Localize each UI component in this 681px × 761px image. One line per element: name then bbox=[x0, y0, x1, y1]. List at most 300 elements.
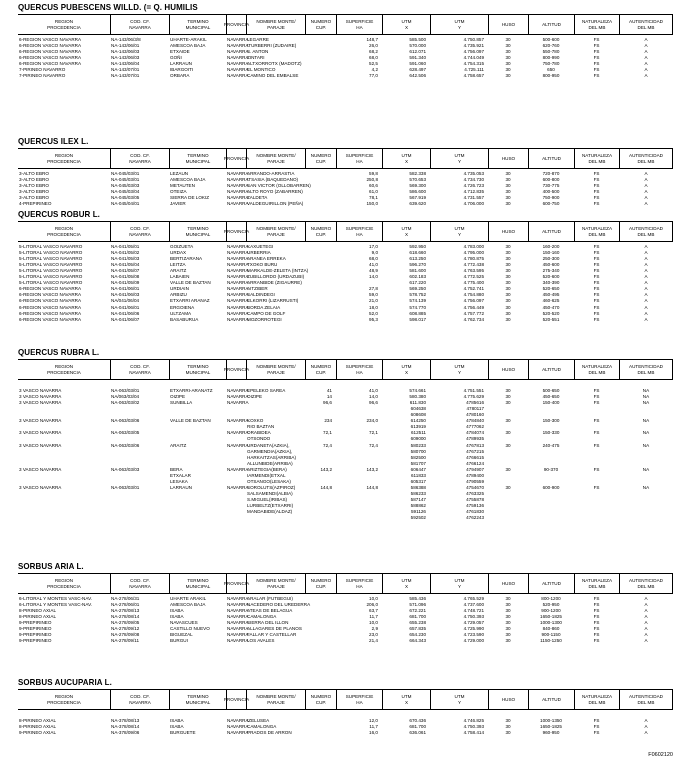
column-header: COD. CF. NAVARRA bbox=[110, 360, 169, 379]
table-cell: UHARTE ARAKIL bbox=[170, 596, 207, 601]
table-cell: LARRAUN bbox=[170, 484, 192, 490]
table-cell: BURGUETE bbox=[170, 730, 196, 736]
table-cell: A bbox=[644, 316, 648, 322]
column-header: REGION PROCEDENCIA bbox=[47, 578, 81, 589]
column-header: NATURALEZA DEL MB bbox=[574, 360, 619, 379]
table-cell: FS bbox=[593, 638, 600, 644]
table-cell: 150-300 bbox=[542, 418, 560, 424]
table-cell: 608608 bbox=[410, 412, 426, 418]
table-cell: 30 bbox=[505, 171, 511, 176]
table-cell: 400-500 bbox=[542, 189, 560, 195]
table-cell: 4.750.393 bbox=[463, 614, 484, 620]
table-cell: NACEDERO DEL UREDERRA bbox=[247, 602, 311, 608]
table-cell: A bbox=[644, 280, 648, 286]
table-cell: 636.061 bbox=[409, 730, 426, 736]
table-cell: NA-378/08/13 bbox=[111, 718, 140, 724]
table-cell: NA-143/06/03 bbox=[111, 55, 140, 61]
table-cell: FS bbox=[593, 724, 600, 730]
table-cell: LESAKA bbox=[170, 478, 188, 484]
table-cell: A bbox=[644, 310, 648, 316]
table-cell: NAVARRA bbox=[227, 596, 249, 601]
table-cell: FS bbox=[593, 298, 600, 304]
table-cell: LEZAUN bbox=[170, 171, 189, 176]
table-cell: NA bbox=[642, 430, 650, 436]
table-row bbox=[18, 317, 673, 323]
table-cell: 500-650 bbox=[542, 388, 560, 394]
table-cell: LURBELTZ(ETXARRI) bbox=[247, 503, 294, 508]
table-cell: NA-045/03/03 bbox=[111, 183, 140, 189]
table-cell: 6-REGION VASCO NAVARRA bbox=[19, 37, 82, 42]
table-cell: NAVARRA bbox=[227, 608, 249, 614]
table-cell: BASABURUA bbox=[170, 316, 199, 322]
table-cell: URBERRIA bbox=[247, 250, 271, 256]
table-cell: ARANEA ERREKA bbox=[247, 256, 286, 262]
table-cell: 614250 bbox=[410, 418, 426, 424]
table-cell: 4.795.000 bbox=[463, 250, 484, 256]
column-header: AUTENTICIDAD DEL MB bbox=[619, 574, 673, 593]
table-cell: SIERRA DEL ILLON bbox=[247, 620, 289, 626]
table-cell: NA bbox=[642, 418, 650, 424]
table-cell: KAXUETEGI bbox=[247, 244, 274, 249]
table-cell: 41,0 bbox=[369, 262, 378, 268]
table-cell: A bbox=[644, 632, 648, 638]
table-cell: 68,0 bbox=[369, 256, 378, 262]
table-cell: 586.600 bbox=[409, 189, 426, 195]
table-cell: 654.230 bbox=[409, 632, 426, 638]
column-header: UTM X bbox=[382, 574, 430, 593]
table-cell: FS bbox=[593, 730, 600, 736]
table-cell: ETXARRI-ARANATZ bbox=[170, 388, 213, 394]
table-cell: NAVARRA bbox=[227, 316, 249, 322]
table-cell: NA-045/03/01 bbox=[111, 171, 140, 176]
table-header bbox=[18, 148, 673, 169]
table-cell: FS bbox=[593, 67, 600, 73]
table-cell: 1000-1300 bbox=[540, 620, 562, 626]
table-cell: 613919 bbox=[410, 424, 426, 430]
table-cell: NA-278/08/14 bbox=[111, 614, 140, 620]
table-cell: FS bbox=[593, 37, 600, 42]
table-cell: 16,0 bbox=[369, 730, 378, 736]
table-cell: FS bbox=[593, 244, 600, 249]
column-header: NATURALEZA DEL MB bbox=[574, 149, 619, 168]
table-cell: 750-900 bbox=[542, 195, 560, 201]
column-header: UTM Y bbox=[430, 360, 488, 379]
table-cell: 26,0 bbox=[369, 43, 378, 49]
table-cell: 6-REGION VASCO NAVARRA bbox=[19, 286, 82, 292]
table-cell: 460-625 bbox=[542, 298, 560, 304]
table-cell: FS bbox=[593, 718, 600, 724]
table-cell: ARAITZ bbox=[170, 268, 187, 274]
column-header: UTM Y bbox=[430, 574, 488, 593]
table-cell: NA-378/08/14 bbox=[111, 724, 140, 730]
table-cell: FS bbox=[593, 43, 600, 49]
table-cell: 143,2 bbox=[366, 466, 378, 472]
table-header bbox=[18, 689, 673, 710]
column-header: PROVINCIA bbox=[226, 149, 246, 168]
table-cell: KOXKO bbox=[247, 418, 264, 424]
table-cell: 578.752 bbox=[409, 292, 426, 298]
table-cell: NA-041/06/06 bbox=[111, 310, 140, 316]
table-cell: 61,0 bbox=[369, 189, 378, 195]
table-cell: 4.735.921 bbox=[463, 43, 484, 49]
table-cell: 18,0 bbox=[369, 304, 378, 310]
table-cell: HARKAITZAS(ARRIBA) bbox=[247, 454, 297, 460]
table-cell: A bbox=[644, 244, 648, 249]
table-cell: 6-REGION VASCO NAVARRA bbox=[19, 43, 82, 49]
table-cell: ZALDETA bbox=[247, 195, 268, 201]
table-cell: 602.183 bbox=[409, 274, 426, 280]
table-cell: NAVARRA bbox=[227, 304, 249, 310]
table-cell: 6-REGION VASCO NAVARRA bbox=[19, 55, 82, 61]
table-cell: 571.096 bbox=[409, 602, 426, 608]
table-cell: 30 bbox=[505, 724, 511, 730]
column-header: NOMBRE MONTE/ PARAJE bbox=[246, 360, 305, 379]
column-header: REGION PROCEDENCIA bbox=[47, 364, 81, 375]
table-cell: ALLUNBIDE(ARRIBA) bbox=[247, 460, 293, 466]
column-header: PROVINCIA bbox=[226, 15, 246, 34]
table-cell: ZUBILLORDO (URDAZUBI) bbox=[247, 274, 305, 280]
table-cell: FS bbox=[593, 189, 600, 195]
table-cell: NAVARRA bbox=[227, 61, 249, 67]
table-cell: 655.238 bbox=[409, 620, 426, 626]
table-cell: 4762243 bbox=[466, 515, 484, 521]
table-cell: A bbox=[644, 286, 648, 292]
table-cell: 4.746.825 bbox=[463, 718, 484, 724]
table-cell: 9-PREPIRINEO bbox=[19, 632, 52, 638]
table-cell: 4.750.857 bbox=[463, 37, 484, 42]
table-cell: 4.735.053 bbox=[463, 171, 484, 176]
table-cell: 30 bbox=[505, 638, 511, 644]
table-cell: SALSAMENDI(ALBIA) bbox=[247, 490, 293, 496]
table-cell: FS bbox=[593, 171, 600, 176]
table-cell: FS bbox=[593, 280, 600, 286]
table-cell: A bbox=[644, 304, 648, 310]
table-cell: 30 bbox=[505, 67, 511, 73]
table-cell: 642.506 bbox=[409, 73, 426, 79]
table-cell: 30 bbox=[505, 189, 511, 195]
column-header: SUPERFICIE HA bbox=[336, 690, 382, 709]
table-row bbox=[18, 730, 673, 736]
table-cell: NAVARRA bbox=[227, 730, 249, 736]
table-cell: 52,5 bbox=[369, 61, 378, 67]
table-cell: 4.775.400 bbox=[463, 280, 484, 286]
column-header: COD. CF. NAVARRA bbox=[110, 15, 169, 34]
table-cell: A bbox=[644, 73, 648, 79]
table-cell: 30 bbox=[505, 183, 511, 189]
table-cell: A bbox=[644, 262, 648, 268]
table-cell: 30 bbox=[505, 244, 511, 249]
table-cell: FS bbox=[593, 292, 600, 298]
table-cell: 10,0 bbox=[369, 596, 378, 601]
table-cell: NA-143/06/04 bbox=[111, 61, 140, 67]
table-cell: AMESCOA BAJA bbox=[170, 602, 206, 608]
table-cell: 144,8 bbox=[366, 484, 378, 490]
table-cell: 4767215 bbox=[466, 448, 484, 454]
column-header: SUPERFICIE HA bbox=[336, 15, 382, 34]
column-header: NUMERO CUP. bbox=[305, 574, 336, 593]
table-cell: ARBIZU bbox=[170, 292, 187, 298]
table-cell: 30 bbox=[505, 430, 511, 436]
table-cell: 10,0 bbox=[369, 620, 378, 626]
column-header: TERMINO MUNICIPAL bbox=[169, 149, 226, 168]
table-cell: 4.729.000 bbox=[463, 638, 484, 644]
table-cell: 4.775.629 bbox=[463, 394, 484, 400]
table-cell: 68,0 bbox=[369, 55, 378, 61]
table-cell: 234 bbox=[324, 418, 332, 424]
table-cell: 4780117 bbox=[466, 406, 484, 412]
table-cell: NA-041/05/01 bbox=[111, 244, 140, 249]
column-header: SUPERFICIE HA bbox=[336, 149, 382, 168]
table-cell: A bbox=[644, 201, 648, 207]
section-title: SORBUS AUCUPARIA L. bbox=[18, 677, 112, 687]
section-title: QUERCUS RUBRA L. bbox=[18, 347, 100, 357]
table-cell: 520-650 bbox=[542, 286, 560, 292]
column-header: NUMERO CUP. bbox=[305, 222, 336, 241]
table-cell: ISABA bbox=[170, 724, 184, 730]
table-cell: 144,8 bbox=[320, 484, 332, 490]
table-cell: NA-041/05/02 bbox=[111, 250, 140, 256]
table-cell: 5-LITORAL VASCO NAVARRO bbox=[19, 268, 83, 274]
table-cell: MANDABIDE(ALDAZ) bbox=[247, 509, 293, 515]
table-cell: 96,6 bbox=[369, 400, 378, 406]
table-cell: CAMINO DEL EMBALSE bbox=[247, 73, 299, 79]
table-cell: 591126 bbox=[411, 509, 426, 515]
table-cell: 30 bbox=[505, 608, 511, 614]
table-cell: 206,0 bbox=[366, 602, 378, 608]
table-cell: UHARTE-ARAKIL bbox=[170, 37, 207, 42]
table-cell: NA-041/05/03 bbox=[111, 256, 140, 262]
table-cell: 520-520 bbox=[542, 310, 560, 316]
table-cell: 4.758.414 bbox=[463, 730, 484, 736]
table-cell: 960-950 bbox=[542, 730, 560, 736]
table-cell: 3 VASCO NAVARRA bbox=[19, 394, 62, 400]
table-cell: OTSONDO bbox=[247, 436, 271, 442]
table-cell: NA-378/09/06 bbox=[111, 730, 140, 736]
table-cell: 4754670 bbox=[466, 484, 484, 490]
table-cell: 3 VASCO NAVARRA bbox=[19, 484, 62, 490]
table-cell: 585.500 bbox=[409, 37, 426, 42]
column-header: COD. CF. NAVARRA bbox=[110, 222, 169, 241]
table-cell: URDAX bbox=[170, 250, 187, 256]
table-cell: S. ANTON bbox=[247, 49, 269, 55]
table-cell: 600-750 bbox=[542, 201, 560, 207]
table-cell: 3-ALTO EBRO bbox=[19, 171, 49, 176]
table-cell: 14,0 bbox=[369, 274, 378, 280]
table-cell: 4.737.600 bbox=[463, 602, 484, 608]
table-cell: 6-REGION VASCO NAVARRA bbox=[19, 310, 82, 316]
table-cell: 9-PIRINEO AXIAL bbox=[19, 730, 57, 736]
table-cell: ARRANDO-ARRASTIA bbox=[247, 171, 295, 176]
table-cell: AITZIBER bbox=[247, 286, 268, 292]
table-cell: 4767813 bbox=[466, 442, 484, 448]
table-cell: NA-041/05/08 bbox=[111, 274, 140, 280]
table-cell: NA-278/09/11 bbox=[111, 638, 140, 644]
table-cell: 750-780 bbox=[542, 61, 560, 67]
table-cell: NA-278/09/12 bbox=[111, 626, 140, 632]
table-cell: 4759136 bbox=[466, 503, 484, 508]
table-cell: A bbox=[644, 724, 648, 730]
table-cell: 30 bbox=[505, 388, 511, 394]
table-cell: 4761830 bbox=[466, 509, 484, 515]
table-cell: FS bbox=[593, 442, 600, 448]
table-cell: CAMALONGA bbox=[247, 724, 277, 730]
table-cell: 8-PIRINEO AXIAL bbox=[19, 724, 57, 730]
table-cell: 600-900 bbox=[542, 484, 560, 490]
table-cell: 4.757.772 bbox=[463, 310, 484, 316]
column-header: COD. CF. NAVARRA bbox=[110, 149, 169, 168]
table-cell: 30 bbox=[505, 626, 511, 632]
table-cell: 30 bbox=[505, 304, 511, 310]
table-cell: 582.338 bbox=[409, 171, 426, 176]
table-cell: SALDINDEGI bbox=[247, 292, 275, 298]
column-header: REGION PROCEDENCIA bbox=[47, 226, 81, 237]
table-cell: 30 bbox=[505, 298, 511, 304]
column-header: NATURALEZA DEL MB bbox=[574, 222, 619, 241]
table-cell: 1150-1250 bbox=[540, 638, 562, 644]
table-cell: EPELEKO SAREA bbox=[247, 388, 286, 394]
table-cell: NAVASCUES bbox=[170, 620, 198, 626]
table-cell: 672.221 bbox=[409, 608, 426, 614]
table-cell: 3-ALTO EBRO bbox=[19, 183, 49, 189]
table-cell: METAUTEN bbox=[170, 183, 195, 189]
table-cell: NA-045/04/01 bbox=[111, 201, 140, 207]
table-cell: 2,9 bbox=[371, 626, 378, 632]
table-cell: RIO BAZTAN bbox=[247, 424, 275, 430]
table-cell: 30 bbox=[505, 442, 511, 448]
table-cell: A bbox=[644, 55, 648, 61]
table-cell: 6-LITORAL Y MONTES VASC-NAV. bbox=[19, 602, 93, 608]
table-cell: 6-REGION VASCO NAVARRA bbox=[19, 49, 82, 55]
table-cell: NA-063/03/03 bbox=[111, 466, 140, 472]
table-cell: 30 bbox=[505, 286, 511, 292]
column-header: SUPERFICIE HA bbox=[336, 222, 382, 241]
table-cell: NAVARRA bbox=[227, 484, 249, 490]
table-cell: 520-950 bbox=[542, 602, 560, 608]
table-cell: 340-390 bbox=[542, 280, 560, 286]
column-header: TERMINO MUNICIPAL bbox=[169, 574, 226, 593]
table-cell: 9-PREPIRINEO bbox=[19, 620, 52, 626]
table-cell: NAVARRA bbox=[227, 298, 249, 304]
table-cell: 600-800 bbox=[542, 177, 560, 183]
column-header: COD. CF. NAVARRA bbox=[110, 690, 169, 709]
table-cell: A bbox=[644, 608, 648, 614]
table-cell: 4.729.057 bbox=[463, 620, 484, 626]
table-cell: 59,8 bbox=[369, 171, 378, 176]
table-cell: ITURBERRI (ZUDAIRE) bbox=[247, 43, 297, 49]
table-cell: NAVARRA bbox=[227, 388, 249, 394]
table-cell: AMESCOA BAJA bbox=[170, 43, 206, 49]
table-row bbox=[18, 201, 673, 207]
table-cell: 450-470 bbox=[542, 304, 560, 310]
table-cell: 30 bbox=[505, 632, 511, 638]
table-cell: 240-475 bbox=[542, 442, 560, 448]
table-cell: 4.725.990 bbox=[463, 626, 484, 632]
table-cell: 30 bbox=[505, 195, 511, 201]
table-cell: 234,0 bbox=[366, 418, 378, 424]
table-cell: NAVARRA bbox=[227, 718, 249, 724]
table-cell: 30 bbox=[505, 274, 511, 280]
table-cell: ETXALAR bbox=[170, 472, 191, 478]
table-cell: A bbox=[644, 67, 648, 73]
table-cell: 628.497 bbox=[409, 67, 426, 73]
table-cell: ORABIDEA bbox=[247, 430, 271, 436]
table-cell: NAVARRA bbox=[227, 466, 249, 472]
table-header bbox=[18, 14, 673, 35]
column-header: PROVINCIA bbox=[226, 690, 246, 709]
table-cell: 4766124 bbox=[466, 460, 484, 466]
table-cell: NAVARRA bbox=[227, 602, 249, 608]
table-cell: NA-063/03/06 bbox=[111, 418, 140, 424]
table-cell: 1650-1825 bbox=[540, 614, 562, 620]
table-cell: 4.756.097 bbox=[463, 298, 484, 304]
table-cell: 4-PREPIRINEO bbox=[19, 201, 52, 207]
table-cell: A bbox=[644, 596, 648, 601]
table-cell: 604638 bbox=[410, 406, 426, 412]
table-cell: 4.706.000 bbox=[463, 201, 484, 207]
table-cell: 150,0 bbox=[366, 201, 378, 207]
table-cell: FS bbox=[593, 620, 600, 626]
column-header: UTM X bbox=[382, 690, 430, 709]
table-cell: ALTO ROYO (ZABARREN) bbox=[247, 189, 303, 195]
table-cell: 8-PIRINEO AXIAL bbox=[19, 718, 57, 724]
table-cell: 4780160 bbox=[466, 412, 484, 418]
table-cell: A bbox=[644, 602, 648, 608]
table-cell: 670.436 bbox=[409, 718, 426, 724]
table-cell: 605317 bbox=[410, 478, 426, 484]
table-cell: NAVARRA bbox=[227, 632, 249, 638]
table-cell: 587147 bbox=[410, 496, 426, 502]
column-header: COD. CF. NAVARRA bbox=[110, 574, 169, 593]
table-cell: FS bbox=[593, 262, 600, 268]
table-cell: 72,4 bbox=[369, 442, 378, 448]
column-header: PROVINCIA bbox=[226, 574, 246, 593]
table-cell: ARAITZ bbox=[170, 442, 187, 448]
table-row bbox=[18, 515, 673, 521]
table-cell: LEITZA bbox=[170, 262, 186, 268]
table-cell: VALLE DE BAZTAN bbox=[170, 418, 211, 424]
column-header: NATURALEZA DEL MB bbox=[574, 15, 619, 34]
table-cell: CASTILLO NUEVO bbox=[170, 626, 210, 632]
column-header: HUSO bbox=[488, 574, 528, 593]
table-cell: 681.700 bbox=[409, 614, 426, 620]
table-cell: 7-PIRINEO NAVARRO bbox=[19, 67, 66, 73]
table-cell: 574.770 bbox=[409, 304, 426, 310]
column-header: AUTENTICIDAD DEL MB bbox=[619, 360, 673, 379]
table-cell: 3 VASCO NAVARRA bbox=[19, 430, 62, 436]
table-cell: 150-330 bbox=[542, 430, 560, 436]
table-cell: 72,4 bbox=[323, 442, 332, 448]
table-cell: NA-063/03/05 bbox=[111, 430, 140, 436]
table-cell: ORBARA bbox=[170, 73, 190, 79]
column-header: ALTITUD bbox=[528, 149, 574, 168]
table-cell: NA/041/06/04 bbox=[111, 298, 140, 304]
table-cell: URDANETA(AZKIA), bbox=[247, 442, 290, 448]
table-cell: SIERRA DE LOKIZ bbox=[170, 195, 210, 201]
table-cell: 4789400 bbox=[466, 472, 484, 478]
table-cell: 68,2 bbox=[369, 49, 378, 55]
table-cell: NA bbox=[642, 466, 650, 472]
table-cell: S.MIGUEL(IRIBAS) bbox=[247, 496, 288, 502]
table-cell: BERA bbox=[170, 466, 183, 472]
table-cell: URDIAIN bbox=[170, 286, 189, 292]
table-cell: NAVARRA bbox=[227, 400, 249, 406]
table-cell: 78,1 bbox=[369, 195, 378, 201]
table-cell: 3 VASCO NAVARRA bbox=[19, 466, 62, 472]
table-cell: 4784840 bbox=[466, 418, 484, 424]
table-cell: 3-ALTO EBRO bbox=[19, 177, 49, 183]
table-cell: 4.756.097 bbox=[463, 49, 484, 55]
table-cell: NAVARRA bbox=[227, 171, 249, 176]
